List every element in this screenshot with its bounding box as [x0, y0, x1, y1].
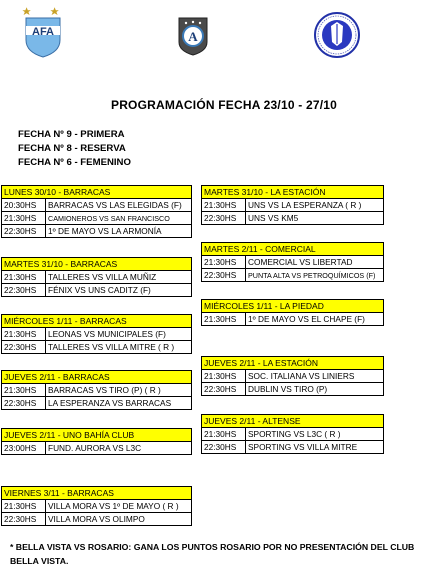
match-time: 22:30HS [2, 341, 46, 354]
match-time: 21:30HS [202, 199, 246, 212]
schedule-block [201, 185, 384, 225]
match-teams: LA ESPERANZA VS BARRACAS [46, 397, 192, 410]
match-teams: CAMIONEROS VS SAN FRANCISCO [46, 212, 192, 225]
match-teams: SOC. ITALIANA VS LINIERS [246, 370, 384, 383]
match-time: 21:30HS [202, 313, 246, 326]
table-row [2, 212, 192, 225]
match-teams: BARRACAS VS LAS ELEGIDAS (F) [46, 199, 192, 212]
match-time: 22:30HS [2, 225, 46, 238]
table-row [2, 271, 192, 284]
match-teams: LEONAS VS MUNICIPALES (F) [46, 328, 192, 341]
block-header: MARTES 31/10 - LA ESTACIÓN [202, 186, 384, 199]
fecha-list [18, 128, 131, 170]
match-teams: COMERCIAL VS LIBERTAD [246, 256, 384, 269]
table-row [2, 397, 192, 410]
match-time: 20:30HS [2, 199, 46, 212]
svg-text:AFA: AFA [32, 26, 54, 38]
table-row [2, 384, 192, 397]
schedule-block [1, 314, 192, 354]
schedule-block [1, 428, 192, 455]
schedule-block [1, 185, 192, 238]
match-time: 22:30HS [2, 513, 46, 526]
schedule-block [201, 414, 384, 454]
schedule-block [201, 356, 384, 396]
table-row [202, 441, 384, 454]
table-row [2, 328, 192, 341]
match-time: 21:30HS [2, 328, 46, 341]
table-row [2, 513, 192, 526]
match-teams: DUBLIN VS TIRO (P) [246, 383, 384, 396]
match-teams: TALLERES VS VILLA MITRE ( R ) [46, 341, 192, 354]
match-teams: FÉNIX VS UNS CADITZ (F) [46, 284, 192, 297]
table-row [202, 256, 384, 269]
match-teams: UNS VS LA ESPERANZA ( R ) [246, 199, 384, 212]
fecha-primera: FECHA Nº 9 - PRIMERA [18, 129, 125, 140]
table-row [2, 442, 192, 455]
block-header: MARTES 31/10 - BARRACAS [2, 258, 192, 271]
table-row [202, 428, 384, 441]
schedule-block [1, 370, 192, 410]
match-time: 21:30HS [202, 370, 246, 383]
fecha-femenino: FECHA Nº 6 - FEMENINO [18, 157, 131, 168]
match-time: 22:30HS [202, 383, 246, 396]
bahia-blanca-logo [314, 12, 360, 58]
svg-text:A: A [188, 29, 198, 44]
league-logo [175, 16, 211, 56]
match-teams: VILLA MORA VS OLIMPO [46, 513, 192, 526]
block-header: JUEVES 2/11 - UNO BAHÍA CLUB [2, 429, 192, 442]
match-teams: 1º DE MAYO VS EL CHAPE (F) [246, 313, 384, 326]
table-row [202, 383, 384, 396]
match-time: 22:30HS [2, 284, 46, 297]
match-teams: BARRACAS VS TIRO (P) ( R ) [46, 384, 192, 397]
table-row [2, 341, 192, 354]
match-time: 21:30HS [2, 271, 46, 284]
match-time: 21:30HS [2, 212, 46, 225]
fecha-reserva: FECHA Nº 8 - RESERVA [18, 143, 126, 154]
match-teams: SPORTING VS VILLA MITRE [246, 441, 384, 454]
block-header: JUEVES 2/11 - ALTENSE [202, 415, 384, 428]
match-teams: 1º DE MAYO VS LA ARMONÍA [46, 225, 192, 238]
schedule-block [201, 299, 384, 326]
schedule-block [201, 242, 384, 282]
match-teams: TALLERES VS VILLA MUÑIZ [46, 271, 192, 284]
block-header: JUEVES 2/11 - BARRACAS [2, 371, 192, 384]
table-row [2, 284, 192, 297]
afa-logo [22, 6, 64, 58]
block-header: MIÉRCOLES 1/11 - BARRACAS [2, 315, 192, 328]
schedule-block [1, 257, 192, 297]
match-time: 22:30HS [2, 397, 46, 410]
table-row [202, 199, 384, 212]
table-row [2, 500, 192, 513]
table-row [202, 313, 384, 326]
match-time: 21:30HS [2, 500, 46, 513]
table-row [2, 225, 192, 238]
match-teams: FUND. AURORA VS L3C [46, 442, 192, 455]
match-time: 22:30HS [202, 441, 246, 454]
block-header: VIERNES 3/11 - BARRACAS [2, 487, 192, 500]
match-teams: VILLA MORA VS 1º DE MAYO ( R ) [46, 500, 192, 513]
table-row [202, 370, 384, 383]
match-time: 21:30HS [202, 256, 246, 269]
match-teams: SPORTING VS L3C ( R ) [246, 428, 384, 441]
footnote: * BELLA VISTA VS ROSARIO: GANA LOS PUNTOS ROSARIO POR NO PRESENTACIÓN DEL CLUB BELLA VISTA. [10, 542, 415, 566]
table-row [202, 212, 384, 225]
block-header: MIÉRCOLES 1/11 - LA PIEDAD [202, 300, 384, 313]
block-header: MARTES 2/11 - COMERCIAL [202, 243, 384, 256]
match-time: 23:00HS [2, 442, 46, 455]
block-header: LUNES 30/10 - BARRACAS [2, 186, 192, 199]
block-header: JUEVES 2/11 - LA ESTACIÓN [202, 357, 384, 370]
match-time: 21:30HS [202, 428, 246, 441]
match-time: 21:30HS [2, 384, 46, 397]
match-time: 22:30HS [202, 212, 246, 225]
match-time: 22:30HS [202, 269, 246, 282]
page-title: PROGRAMACIÓN FECHA 23/10 - 27/10 [110, 98, 337, 112]
schedule-block [1, 486, 192, 526]
match-teams: UNS VS KM5 [246, 212, 384, 225]
match-teams: PUNTA ALTA VS PETROQUÍMICOS (F) [246, 269, 384, 282]
table-row [2, 199, 192, 212]
table-row [202, 269, 384, 282]
